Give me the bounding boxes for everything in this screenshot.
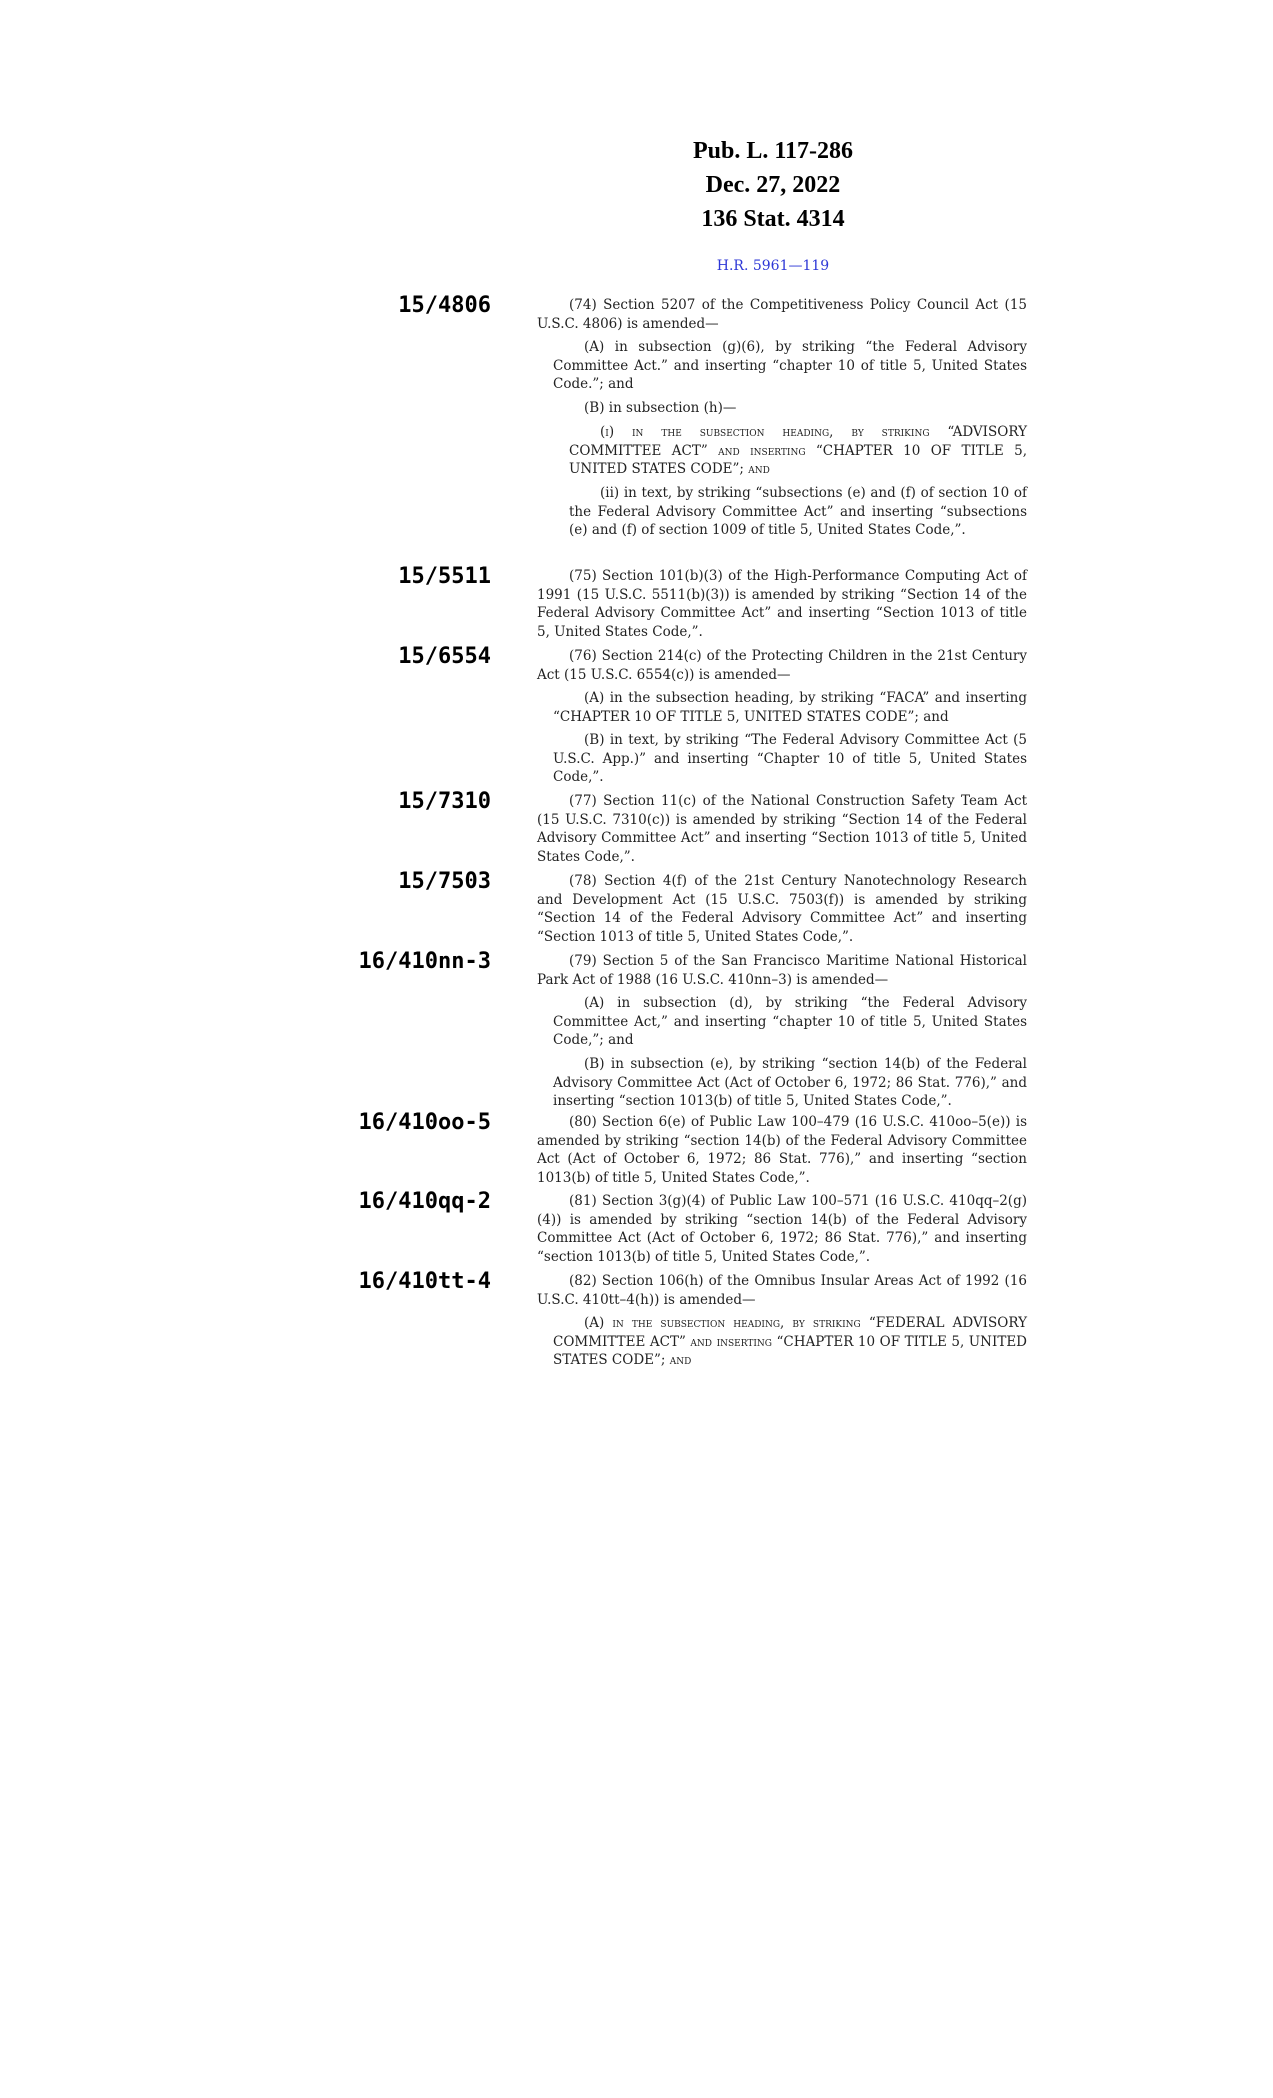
clause-74-b-i: (i) in the subsection heading, by striking “ADVISORY COMMITTEE ACT” and inserting “CHAPTER 10 OF TITLE 5, UNITED STATES CODE”; and — [569, 424, 1027, 478]
usc-sidenote: 16/410nn-3 — [358, 949, 491, 974]
usc-sidenote: 15/5511 — [398, 564, 491, 589]
paragraph-77: (77) Section 11(c) of the National Construction Safety Team Act (15 U.S.C. 7310(c)) is amended by striking “Section 14 of the Federal Advisory Committee Act” and inserting “Section 1013 of title 5, United States Code,”. — [537, 793, 1027, 865]
bill-reference: H.R. 5961—119 — [716, 258, 830, 274]
usc-sidenote: 15/7310 — [398, 789, 491, 814]
usc-sidenote: 16/410oo-5 — [358, 1110, 491, 1135]
subparagraph-82-a: (A) in the subsection heading, by striking “FEDERAL ADVISORY COMMITTEE ACT” and inserting “CHAPTER 10 OF TITLE 5, UNITED STATES CODE”; and — [553, 1315, 1027, 1369]
paragraph-76: (76) Section 214(c) of the Protecting Children in the 21st Century Act (15 U.S.C. 6554(c)) is amended— — [537, 648, 1027, 683]
subparagraph-76-a: (A) in the subsection heading, by striking “FACA” and inserting “CHAPTER 10 OF TITLE 5, UNITED STATES CODE”; and — [553, 690, 1027, 725]
paragraph-79: (79) Section 5 of the San Francisco Maritime National Historical Park Act of 1988 (16 U.S.C. 410nn–3) is amended— — [537, 953, 1027, 988]
subparagraph-79-b: (B) in subsection (e), by striking “section 14(b) of the Federal Advisory Committee Act (Act of October 6, 1972; 86 Stat. 776),” and inserting “section 1013(b) of title 5, United States Code,”. — [553, 1056, 1027, 1110]
paragraph-75: (75) Section 101(b)(3) of the High-Performance Computing Act of 1991 (15 U.S.C. 5511(b)(3)) is amended by striking “Section 14 of the Federal Advisory Committee Act” and inserting “Section 1013 of title 5, United States Code,”. — [537, 568, 1027, 640]
enactment-date: Dec. 27, 2022 — [705, 172, 841, 198]
usc-sidenote: 15/6554 — [398, 644, 491, 669]
subparagraph-76-b: (B) in text, by striking “The Federal Advisory Committee Act (5 U.S.C. App.)” and inserting “Chapter 10 of title 5, United States Code,”. — [553, 732, 1027, 786]
subparagraph-79-a: (A) in subsection (d), by striking “the Federal Advisory Committee Act,” and inserting “chapter 10 of title 5, United States Code,”; and — [553, 995, 1027, 1049]
usc-sidenote: 16/410qq-2 — [358, 1189, 491, 1214]
usc-sidenote: 15/7503 — [398, 869, 491, 894]
paragraph-78: (78) Section 4(f) of the 21st Century Nanotechnology Research and Development Act (15 U.S.C. 7503(f)) is amended by striking “Section 14 of the Federal Advisory Committee Act” and inserting “Section 1013 of title 5, United States Code,”. — [537, 873, 1027, 945]
subparagraph-74-a: (A) in subsection (g)(6), by striking “the Federal Advisory Committee Act.” and inserting “chapter 10 of title 5, United States Code.”; and — [553, 339, 1027, 393]
statute-page: 136 Stat. 4314 — [701, 206, 845, 232]
clause-74-b-ii: (ii) in text, by striking “subsections (e) and (f) of section 10 of the Federal Advisory Committee Act” and inserting “subsections (e) and (f) of section 1009 of title 5, United States Code,”. — [569, 485, 1027, 539]
paragraph-80: (80) Section 6(e) of Public Law 100–479 (16 U.S.C. 410oo–5(e)) is amended by striking “section 14(b) of the Federal Advisory Committee Act (Act of October 6, 1972; 86 Stat. 776),” and inserting “section 1013(b) of title 5, United States Code,”. — [537, 1114, 1027, 1186]
usc-sidenote: 15/4806 — [398, 293, 491, 318]
subparagraph-74-b: (B) in subsection (h)— — [584, 400, 737, 416]
paragraph-82: (82) Section 106(h) of the Omnibus Insular Areas Act of 1992 (16 U.S.C. 410tt–4(h)) is amended— — [537, 1273, 1027, 1308]
paragraph-74: (74) Section 5207 of the Competitiveness Policy Council Act (15 U.S.C. 4806) is amended— — [537, 297, 1027, 332]
public-law-number: Pub. L. 117-286 — [692, 138, 854, 164]
usc-sidenote: 16/410tt-4 — [358, 1269, 491, 1294]
paragraph-81: (81) Section 3(g)(4) of Public Law 100–571 (16 U.S.C. 410qq–2(g)(4)) is amended by striking “section 14(b) of the Federal Advisory Committee Act (Act of October 6, 1972; 86 Stat. 776),” and inserting “section 1013(b) of title 5, United States Code,”. — [537, 1193, 1027, 1265]
